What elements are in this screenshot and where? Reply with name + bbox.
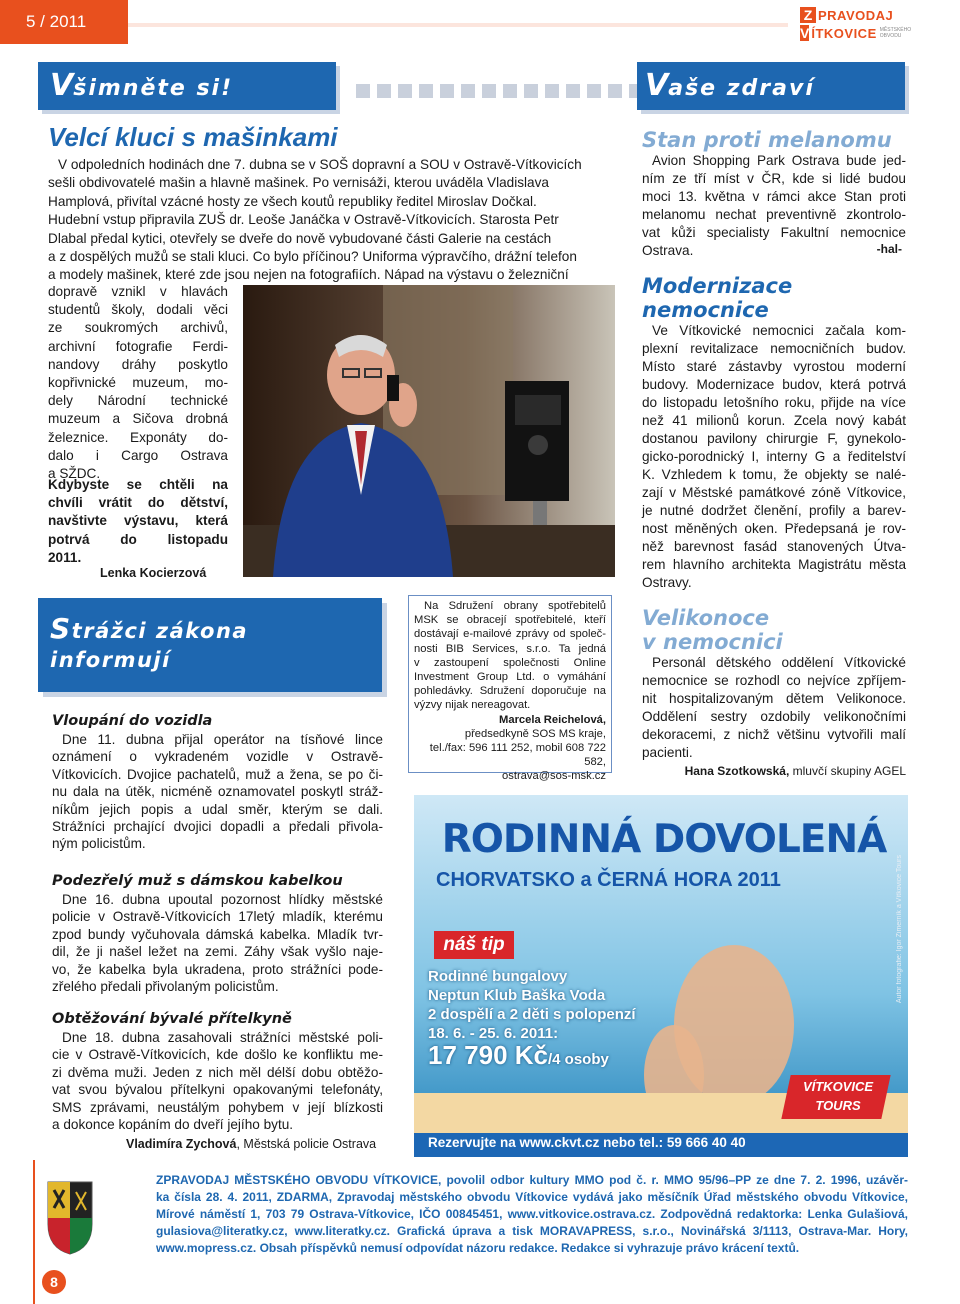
article-line: a z dospělých mužů se stali kluci. Co bylo příčinou? Uniforma výpravčího, drážní telefon [48,249,577,265]
police-report-line: zpod bundy vyčuhovala dámská kabelka. Mladík tvr- [52,926,383,942]
health-line: něž barevnost fasád stanovených Útva- [642,539,906,554]
sos-line: pohledávky. Sdružení doporučuje na [414,685,606,698]
banner-initial: V [645,68,669,103]
health-article [642,128,906,260]
health-line: ním ze tří míst v ČR, kde si lidé budou [642,171,906,186]
health-line: plexní revitalizace nemocničních budov. [642,341,906,356]
sos-signature-role: předsedkyně SOS MS kraje, [464,727,606,740]
police-report-line: SMS zprávami, neustálým pohybem v její blízkosti [52,1099,383,1115]
health-line: pacienti. [642,745,693,760]
ad-price-value: 17 790 Kč [428,1040,548,1070]
ad-offer-line: Neptun Klub Baška Voda [428,987,606,1004]
article-line: dopravě vznikl v hlavách [48,284,228,299]
article-line: nandovy dráhy poskytlo [48,356,228,372]
health-line: nost měněných oken. Předepsaná je rov- [642,521,906,536]
header-decoration [128,14,788,36]
sos-line: MSK se obracejí spotřebitelé, kteří [414,614,606,627]
police-report-line: policie v Ostravě-Vítkovicích 17letý mladík, kterému [52,909,383,925]
article-line: V odpoledních hodinách dne 7. dubna se v SOŠ dopravní a SOU v Ostravě-Vítkovicích [58,157,582,172]
article-line: a modely mašinek, které zde jsou nejen na fotografiích. Nápad na výstavu o železniční [48,267,569,283]
banner-initial: V [50,68,74,103]
police-report-line: a dokonce kopáním do dveří jejího bytu. [52,1117,294,1133]
article-closing-line: navštivte výstavu, která [48,513,228,529]
banner-vase-zdravi [637,62,905,110]
article-line: dalo i Cargo Ostrava [48,447,228,463]
health-heading: nemocnice [642,298,769,322]
ad-offer-line: 2 dospělí a 2 děti s polopenzí [428,1006,636,1023]
ad-credit: Autor fotografie: Igor Zimerník a Vítkovice Tours [896,855,903,1004]
police-report-line: nu dala na útěk, nicméně oznamovatel poskytl stráž- [52,784,383,800]
logo-word-1: PRAVODAJ [818,7,894,23]
health-line: melanomu nechat preventivně zkontrolo- [642,207,906,222]
logo-cap-z: Z [800,7,816,23]
ad-price [428,1040,609,1071]
health-line: dostanou pavilony chirurgie F, gynekolo- [642,431,906,446]
sos-line: v zastoupení společnosti Online [414,656,606,669]
coat-of-arms-icon [46,1180,94,1256]
police-signature-name: Vladimíra Zychová [126,1137,237,1151]
logo-cap-v: V [800,25,810,41]
health-line: je nutné dodržet členění, profily a barev- [642,503,906,518]
photo-illustration [243,285,615,577]
police-report-line: Strážníci prchající dvojici dopadli a předali přivola- [52,819,383,835]
logo-small-text: MĚSTSKÉHO OBVODU [879,27,912,39]
police-report-heading: Vloupání do vozidla [52,713,213,729]
banner-text: šimněte si! [73,76,234,101]
health-article [642,606,906,778]
police-report [52,712,383,853]
banner-text: aše zdraví [668,76,815,101]
sos-signature-name: Marcela Reichelová, [499,713,606,726]
article-line: železnice. Exponáty do- [48,429,228,445]
imprint-line: www.mopress.cz. Obsah příspěvků nemusí odpovídat názoru redakce. Redakce si vyhrazuje právo krácení textů. [156,1241,800,1255]
article-title: Velcí kluci s mašinkami [48,122,338,152]
health-signature: -hal- [876,242,902,256]
health-line: nemocnice se rozhodl co nejvíce zpříjem- [642,673,906,688]
travel-advertisement [414,795,908,1157]
sos-line: dostávají e-mailové zprávy od společ- [414,628,606,641]
article-line: Dlabal předal kytici, otevřely se dveře do nově vybudované části Galerie na cestách [48,230,552,246]
page-number: 8 [42,1270,66,1294]
police-report-line: oznámení o vykradeném vozidle v Ostravě- [52,749,383,765]
article-closing-line: potrvá do listopadu [48,531,228,547]
footer-accent-line [33,1160,35,1304]
police-report-line: vo, že kabelka byla ukradena, proto strážníci pode- [52,961,383,977]
police-report-line: zi dvěma muži. Jeden z nich měl délší dobu obtěžo- [52,1064,383,1080]
police-report-line: zřelého předali přivolaným policistům. [52,979,279,995]
police-report-line: Dne 18. dubna zasahovali strážníci městské poli- [62,1030,383,1045]
police-report-line: Dne 11. dubna přijal operátor na tísňové lince [62,732,383,747]
article-closing-line: chvíli vrátit do dětství, [48,495,228,511]
health-heading: Velikonoce [642,606,770,630]
article-line: a SŽDC. [48,466,101,482]
health-line: Avion Shopping Park Ostrava bude jed- [652,153,906,168]
health-line: Místo staré zástavby vyrostou moderní [642,359,906,374]
sos-line: výzvy nijak nereagovat. [414,699,531,712]
health-line: Ostravy. [642,575,692,590]
police-report [52,1010,383,1133]
issue-badge: 5 / 2011 [0,0,128,44]
ad-title: RODINNÁ DOVOLENÁ [441,817,887,862]
imprint-line: ka čísla 28. 4. 2011, ZDARMA, Zpravodaj městského obvodu Vítkovice vydává jako měsíčník Úřad městského obvodu Vítkovice, [156,1190,908,1204]
police-signature-role: , Městská policie Ostrava [236,1137,377,1151]
ad-brand [788,1077,888,1115]
police-report-line: vat svou bývalou přítelkyni opakovanými telefonáty, [52,1082,383,1098]
ad-offer-line: 18. 6. - 25. 6. 2011: [428,1025,559,1042]
exhibition-photo [243,285,615,577]
health-heading: Modernizace [642,274,793,298]
article-closing-line: 2011. [48,549,82,565]
police-report-line: níkům jejich popis a udal směr, kterým se dali. [52,801,383,817]
health-line: gicko-porodnický I, interny G a ředitelství [642,449,906,464]
police-signature [126,1137,376,1151]
health-line: Personál dětského oddělení Vítkovické [652,655,906,670]
imprint-line: ZPRAVODAJ MĚSTSKÉHO OBVODU VÍTKOVICE, povolil odbor kultury MMO pod č. r. MMO 95/96–PP ze dne 7. 2. 1996, uzávěr- [156,1173,908,1187]
masthead-logo [800,6,912,42]
article-line: kopřivnické muzeum, mo- [48,375,228,391]
article-body-narrow [48,283,228,483]
health-signature-role: mluvčí skupiny AGEL [789,764,906,778]
health-line: zají v Městské památkové zóně Vítkovice, [642,485,906,500]
ad-brand-line: TOURS [815,1098,861,1113]
police-report-line: Vítkovicích. Dvojice pachatelů, muž a žena, se po či- [52,766,383,782]
sos-line: nosti BIB Services, s.r.o. Ta jedná [414,642,606,655]
banner-strazci-zakona [38,598,382,692]
health-line: rem hlavního architekta Magistrátu města [642,557,906,572]
article-closing [48,476,228,567]
article-line: studentů školy, dodali věci [48,302,228,318]
ad-footer: Rezervujte na www.ckvt.cz nebo tel.: 59 666 40 40 [428,1135,746,1150]
strazci-line1: trážci zákona [71,619,249,643]
health-line: moci 13. května v rámci akce Stan proti [642,189,906,204]
article-line: sešli obdivovatelé mašin a hlavně mašinek. Po vernisáži, kterou uváděla Vladislava [48,175,549,191]
ad-brand-line: VÍTKOVICE [802,1079,874,1094]
imprint-line: Mírové náměstí 1, 703 79 Ostrava-Vítkovice, IČO 00845451, www.vitkovice.ostrava.cz. Zodpovědná redaktorka: Lenka Gulašiová, [156,1207,908,1221]
article-closing-line: Kdybyste se chtěli na [48,477,228,492]
sos-line: Investment Group Ltd. o vymáhání [414,671,606,684]
logo-word-2: ÍTKOVICE [811,25,877,41]
article-author: Lenka Kocierzová [100,566,207,580]
sos-signature-email: ostrava@sos-msk.cz [502,770,606,783]
article-line: muzeum a Sičova drobná [48,411,228,427]
imprint-text [156,1172,908,1257]
police-report-heading: Obtěžování bývalé přítelkyně [52,1011,292,1027]
strazci-initial: S [50,612,72,645]
health-heading: v nemocnici [642,630,783,654]
ad-tag: náš tip [434,931,514,959]
consumer-notice-box [408,595,612,783]
health-line: dekoracemi, z nichž většinu vytvořili malí [642,727,906,742]
health-signature-name: Hana Szotkowská, [684,764,790,778]
sos-line: Na Sdružení obrany spotřebitelů [424,600,606,612]
health-line: než 41 milionů korun. Zcela nový kabát [642,413,906,428]
ad-offer [428,967,636,1043]
health-line: do listopadu letošního roku, přijde na více [642,395,906,410]
ad-offer-line: Rodinné bungalovy [428,968,568,985]
article-body-wide [48,156,614,285]
strazci-line2: informují [50,648,171,672]
sos-signature-tel: tel./fax: 596 111 252, mobil 608 722 582, [429,742,606,769]
imprint-line: gulasiova@literatky.cz, www.literatky.cz. Grafická úprava a tisk MORAVAPRESS, s.r.o., Novinářská 3/1113, Ostrava-Mar. Hory, [156,1224,908,1238]
health-line: nit hospitalizovaným dětem Velikonoce. [642,691,906,706]
article-line: Hamplová, přivítal vzácné hosty ze všech koutů republiky ředitel Miroslav Dočkal. [48,193,537,209]
health-line: vat kůži specialisty Fakultní nemocnice [642,225,906,240]
health-article [642,274,906,592]
health-signature [642,764,906,778]
police-report-line: ným policistům. [52,836,146,852]
health-line: Ostrava. [642,243,694,258]
health-line: Oddělení sestry ozdobily velikonočními [642,709,906,724]
police-report-line: Dne 16. dubna upoutal pozornost hlídky městské [62,892,383,907]
ad-subtitle: CHORVATSKO a ČERNÁ HORA 2011 [436,869,781,891]
police-report-heading: Podezřelý muž s dámskou kabelkou [52,873,343,889]
article-line: dely Národní technické [48,393,228,409]
police-report-line: dil, že ji našel ležet na zemi. Záhy však vyšlo naje- [52,944,383,960]
article-line: archivní fotografie Ferdi- [48,338,228,354]
police-report [52,872,383,995]
health-line: K. Vzhledem k tomu, že objekty se nalé- [642,467,906,482]
health-line: budovy. Modernizace budov, která potrvá [642,377,906,392]
police-report-line: cie v Ostravě-Vítkovicích, kde došlo ke konfliktu me- [52,1047,383,1063]
banner-vsimnete-si [38,62,336,110]
health-heading: Stan proti melanomu [642,128,892,152]
article-line: ze soukromých archivů, [48,320,228,336]
article-line: Hudební vstup připravila ZUŠ dr. Leoše Janáčka v Ostravě-Vítkovicích. Starosta Petr [48,212,559,228]
ad-price-suffix: /4 osoby [547,1051,609,1068]
health-line: Ve Vítkovické nemocnici začala kom- [652,323,906,338]
